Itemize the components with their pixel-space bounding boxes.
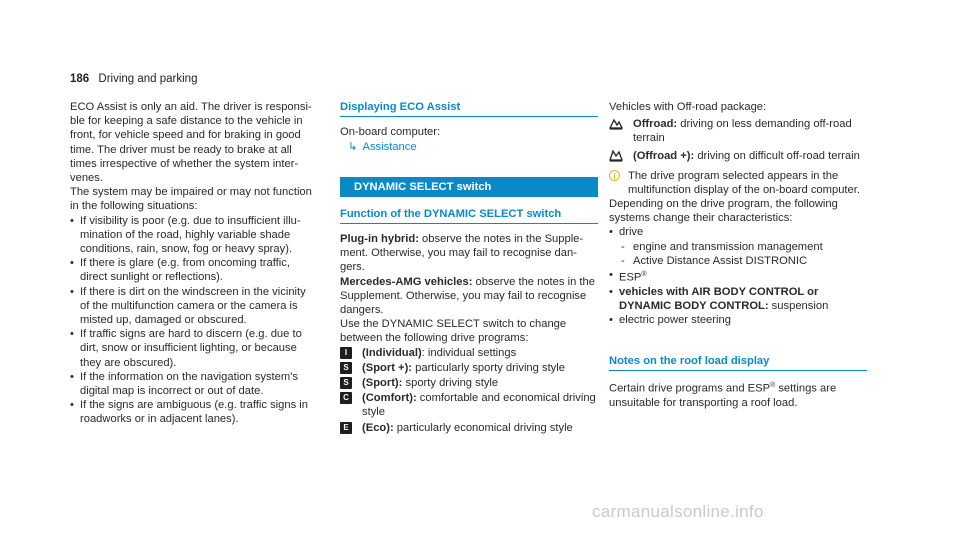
displaying-eco-assist-heading: Displaying ECO Assist [340,100,598,117]
roof-load-heading: Notes on the roof load display [609,354,867,371]
page-number: 186 [70,73,90,85]
mode-desc: : individual settings [421,346,517,359]
mode-desc: particularly sporty driving style [412,361,565,374]
page-header [70,72,197,86]
mode-sport [340,376,598,390]
offroad-icon [609,117,623,145]
comfort-icon: C [340,392,352,404]
esp-registered: ® [641,271,647,279]
intro-paragraph: ECO Assist is only an aid. The driver is responsible for keeping a safe distance to the vehicle in front, for vehicle speed and for braking in good time. The driver must be ready to brake at all times irrespective of whether the system intervenes. [70,101,312,185]
note-text: The drive program selected appears in the multifunction display of the on-board computer. [628,169,860,196]
column-middle [340,100,598,436]
mode-desc: comfortable and economical driving style [362,392,596,419]
individual-icon: I [340,347,352,359]
mode-desc: driving on difficult off-road terrain [694,149,860,162]
list-item: • If traffic signs are hard to discern (e.g. due to dirt, snow or insufficient lighting, or because they are obscured). [70,327,312,370]
mode-label: (Eco): [362,421,394,434]
column-left [70,100,312,427]
use-paragraph: Use the DYNAMIC SELECT switch to change between the following drive programs: [340,318,567,345]
airbody-label: vehicles with AIR BODY CONTROL or DYNAMIC BODY CONTROL: [619,285,819,313]
mode-eco [340,421,598,435]
list-item [609,285,867,313]
list-item: • If the information on the navigation system's digital map is incorrect or out of date. [70,370,312,398]
chapter-title: Driving and parking [98,73,198,85]
info-note [609,169,867,197]
systems-list [609,225,867,327]
mode-sport-plus [340,361,598,375]
drive-label: drive [619,226,644,239]
plugin-label: Plug-in hybrid: [340,233,419,246]
list-item: - Active Distance Assist DISTRONIC [619,254,867,268]
mode-offroad-plus [609,149,867,165]
offroad-intro: Vehicles with Off-road package: [609,101,767,113]
mode-comfort [340,391,598,419]
impaired-paragraph: The system may be impaired or may not function in the following situations: [70,186,312,213]
mode-desc: particularly economical driving style [393,421,573,434]
mode-individual [340,346,598,360]
amg-paragraph [340,275,598,318]
list-item: • If there is glare (e.g. from oncoming traffic, direct sunlight or reflections). [70,256,312,284]
mode-label: (Sport +): [362,361,413,374]
function-heading: Function of the DYNAMIC SELECT switch [340,207,598,224]
list-item: • electric power steering [609,313,867,327]
mode-desc: driving on less demanding off-road terrain [633,118,852,145]
drive-sublist [619,240,867,268]
roof-registered: ® [770,381,776,389]
list-item [609,268,867,285]
menu-path-assistance: Assistance [362,141,417,154]
mode-label: (Sport): [362,377,403,390]
roof-text-b: settings are unsuitable for transporting a roof load. [609,382,837,409]
mode-offroad [609,117,867,145]
mode-label: (Offroad +): [633,149,695,162]
list-item: • If visibility is poor (e.g. due to insufficient illumination of the road, highly variable shade conditions, rain, snow, fog or heavy spray). [70,214,312,257]
roof-load-paragraph [609,379,867,410]
esp-label: ESP [619,271,642,284]
roof-text-a: Certain drive programs and ESP [609,382,771,395]
mode-label: (Individual) [362,346,422,359]
amg-label: Mercedes-AMG vehicles: [340,275,473,288]
menu-path [340,140,598,154]
list-item: • If there is dirt on the windscreen in the vicinity of the multifunction camera or the camera is misted up, damaged or obscured. [70,285,312,328]
onboard-computer-label: On-board computer: [340,126,441,139]
depending-paragraph: Depending on the drive program, the following systems change their characteristics: [609,198,838,225]
offroad-plus-icon [609,149,623,165]
list-item: - engine and transmission management [619,240,867,254]
airbody-text: suspension [768,300,829,313]
plugin-paragraph [340,232,598,275]
situation-list [70,214,312,427]
mode-label: Offroad: [633,118,678,131]
mode-desc: sporty driving style [402,377,499,390]
list-item [609,225,867,268]
menu-arrow-icon: ↳ [348,141,358,154]
mode-label: (Comfort): [362,392,417,405]
plugin-text: observe the notes in the Supplement. Otherwise, you may fail to recognise dangers. [340,233,584,274]
info-icon: i [609,170,620,181]
watermark: carmanualsonline.info [592,502,764,521]
dynamic-select-bar-heading: DYNAMIC SELECT switch [340,177,598,197]
sport-plus-icon: S [340,362,352,374]
amg-text: observe the notes in the Supplement. Otherwise, you may fail to recognise dangers. [340,275,595,317]
sport-icon: S [340,377,352,389]
eco-icon: E [340,422,352,434]
column-right [609,100,867,410]
list-item: • If the signs are ambiguous (e.g. traffic signs in roadworks or in adjacent lanes). [70,398,312,426]
